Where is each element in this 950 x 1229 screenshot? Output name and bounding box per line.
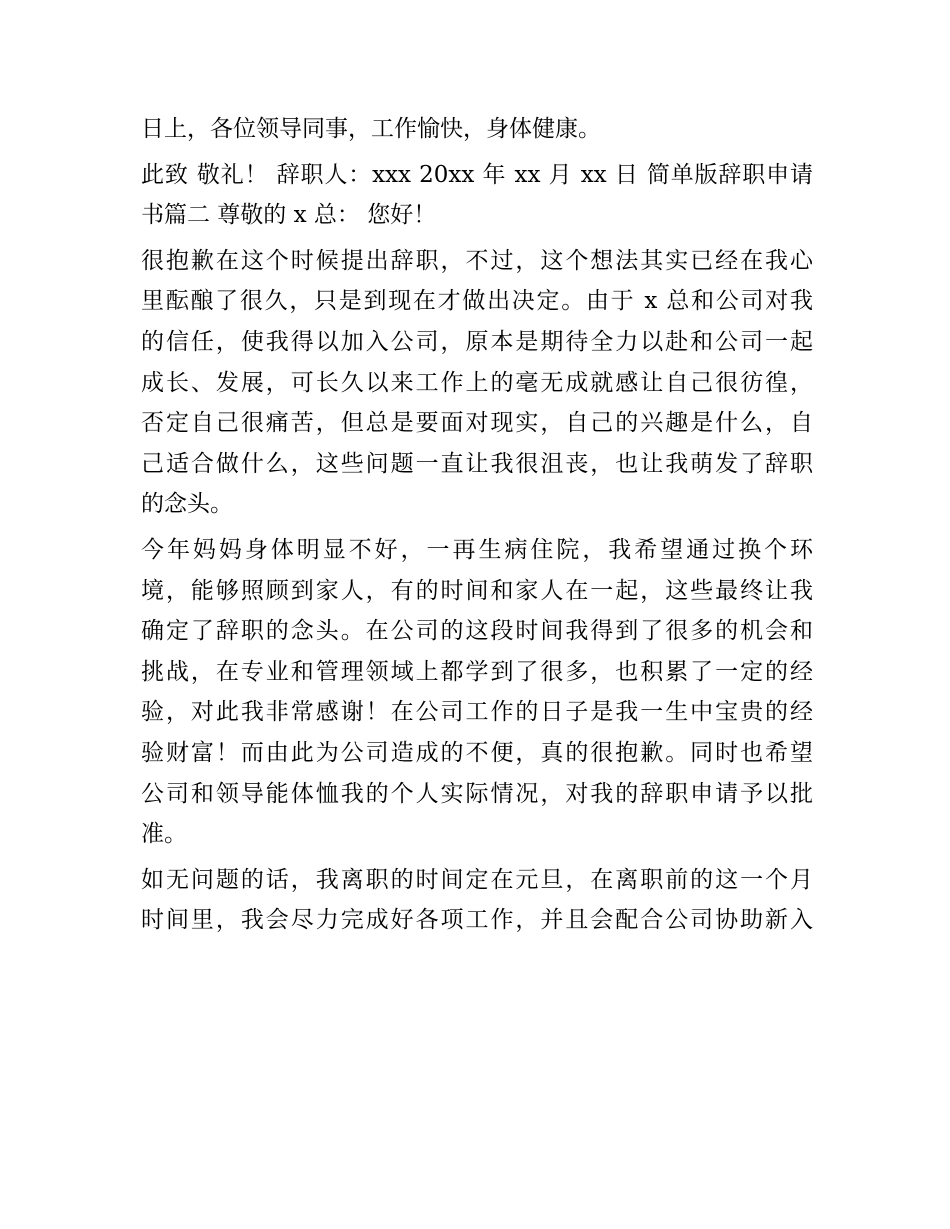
text-line: 境，能够照顾到家人，有的时间和家人在一起，这些最终让我	[141, 577, 813, 604]
text-line: 的信任，使我得以加入公司，原本是期待全力以赴和公司一起	[141, 328, 813, 355]
text-line: 里酝酿了很久，只是到现在才做出决定。由于 x 总和公司对我	[141, 288, 813, 315]
text-line: 的念头。	[141, 491, 233, 518]
text-line: 书篇二 尊敬的 x 总： 您好！	[141, 202, 437, 229]
letter-body	[141, 109, 813, 946]
paragraph-closing-wishes	[141, 109, 813, 150]
text-line: 确定了辞职的念头。在公司的这段时间我得到了很多的机会和	[141, 618, 813, 645]
paragraph-departure-date	[141, 860, 813, 941]
paragraph-reason-family	[141, 530, 813, 855]
text-line: 今年妈妈身体明显不好，一再生病住院，我希望通过换个环	[141, 536, 813, 563]
text-line: 如无问题的话，我离职的时间定在元旦，在离职前的这一个月	[141, 866, 813, 893]
text-line: 公司和领导能体恤我的个人实际情况，对我的辞职申请予以批	[141, 780, 813, 807]
text-line: 时间里，我会尽力完成好各项工作，并且会配合公司协助新入	[141, 907, 813, 934]
paragraph-signature-and-heading	[141, 155, 813, 236]
text-line: 己适合做什么，这些问题一直让我很沮丧，也让我萌发了辞职	[141, 450, 813, 477]
text-line: 日上，各位领导同事，工作愉快，身体健康。	[141, 116, 601, 142]
text-line: 验财富！而由此为公司造成的不便，真的很抱歉。同时也希望	[141, 739, 813, 766]
text-line: 成长、发展，可长久以来工作上的毫无成就感让自己很彷徨，	[141, 369, 813, 396]
text-line: 很抱歉在这个时候提出辞职，不过，这个想法其实已经在我心	[141, 247, 813, 274]
text-line: 否定自己很痛苦，但总是要面对现实，自己的兴趣是什么，自	[141, 410, 813, 437]
text-line: 准。	[141, 821, 187, 848]
text-line: 此致 敬礼！ 辞职人：xxx 20xx 年 xx 月 xx 日 简单版辞职申请	[141, 161, 813, 188]
text-line: 挑战，在专业和管理领域上都学到了很多，也积累了一定的经	[141, 658, 813, 685]
text-line: 验，对此我非常感谢！在公司工作的日子是我一生中宝贵的经	[141, 699, 813, 726]
paragraph-reason-career	[141, 241, 813, 525]
